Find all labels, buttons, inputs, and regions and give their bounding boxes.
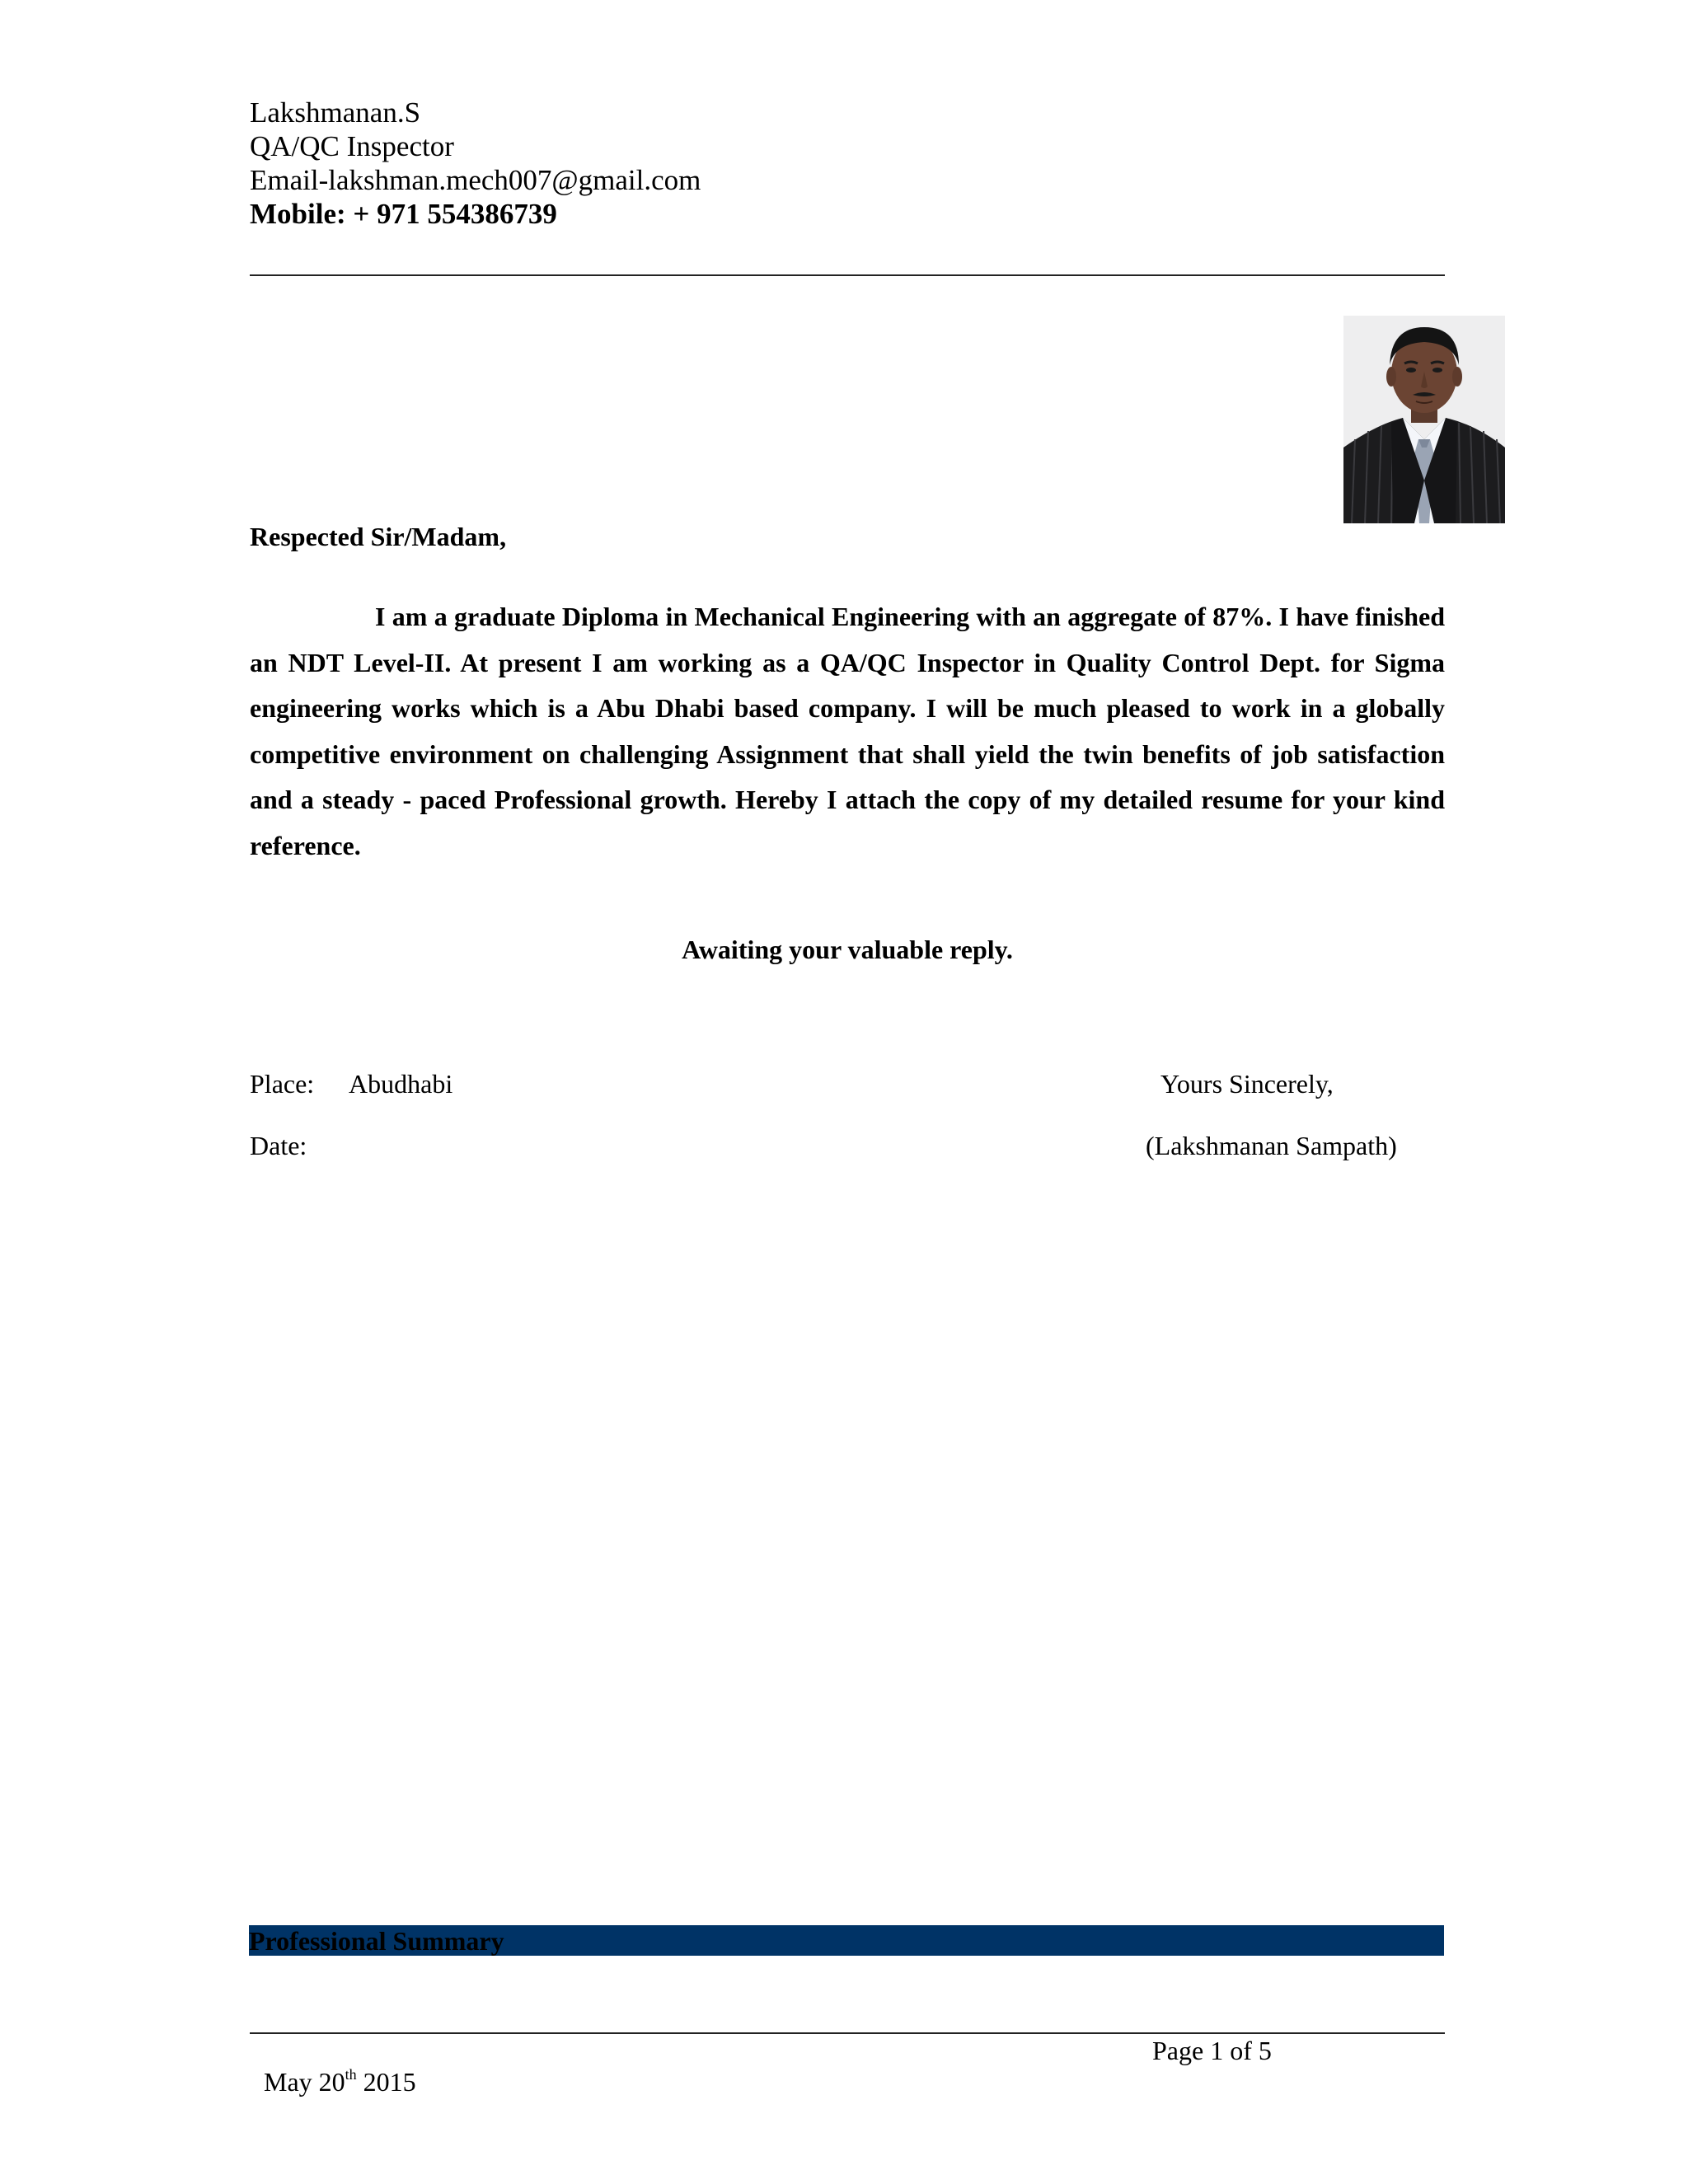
closing-text: Yours Sincerely, bbox=[1160, 1069, 1334, 1099]
place-label: Place: bbox=[250, 1069, 315, 1099]
header-divider bbox=[250, 274, 1445, 276]
date-row bbox=[250, 1131, 307, 1161]
signature-name: (Lakshmanan Sampath) bbox=[1146, 1131, 1397, 1160]
sender-name: Lakshmanan.S bbox=[250, 96, 421, 129]
place-row bbox=[250, 1069, 453, 1099]
footer-divider bbox=[250, 2032, 1445, 2034]
sender-title: QA/QC Inspector bbox=[250, 130, 454, 162]
letter-header bbox=[250, 96, 1445, 231]
date-label: Date: bbox=[250, 1131, 307, 1160]
place-value: Abudhabi bbox=[349, 1069, 453, 1099]
page-number: Page 1 of 5 bbox=[1152, 2036, 1272, 2065]
section-heading: Professional Summary bbox=[249, 1926, 504, 1956]
footer-date-suffix: th bbox=[345, 2066, 357, 2083]
salutation: Respected Sir/Madam, bbox=[250, 522, 507, 551]
sender-email: Email-lakshman.mech007@gmail.com bbox=[250, 164, 701, 196]
footer-date-year: 2015 bbox=[356, 2067, 416, 2097]
section-heading-bar bbox=[249, 1925, 1444, 1956]
awaiting-reply: Awaiting your valuable reply. bbox=[682, 935, 1013, 964]
sender-mobile: Mobile: + 971 554386739 bbox=[250, 198, 557, 230]
footer-date-month-day: May 20 bbox=[264, 2067, 345, 2097]
footer-date bbox=[264, 2067, 416, 2097]
letter-body: I am a graduate Diploma in Mechanical Engineering with an aggregate of 87%. I have finished an NDT Level-II. At present I am working as a QA/QC Inspector in Quality Control Dept. for Sigma engineering works which is a Abu Dhabi based company. I will be much pleased to work in a globally competitive environment on challenging Assignment that shall yield the twin benefits of job satisfaction and a steady - paced Professional growth. Hereby I attach the copy of my detailed resume for your kind reference. bbox=[250, 602, 1445, 860]
person-photo-icon bbox=[1343, 316, 1505, 523]
